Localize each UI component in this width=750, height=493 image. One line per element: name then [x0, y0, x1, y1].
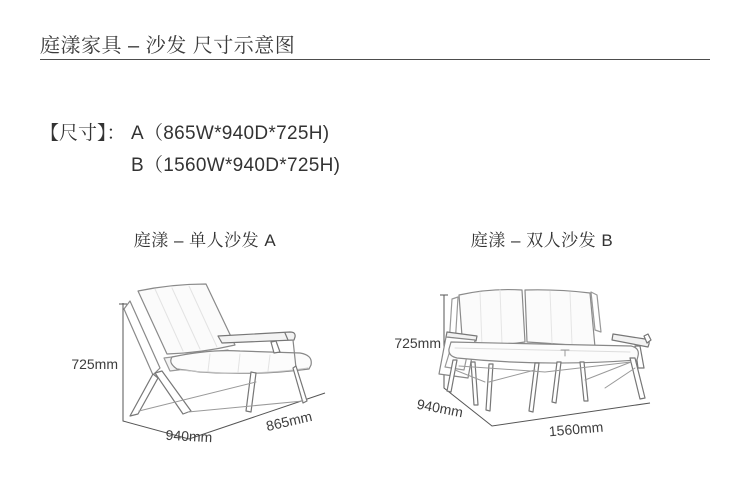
single-sofa-drawing — [124, 284, 311, 416]
figure-b-caption: 庭漾 – 双人沙发 B — [470, 231, 614, 250]
spec-label: 【尺寸】： — [40, 123, 126, 144]
figure-a-depth-label: 940mm — [165, 426, 213, 446]
spec-item-a: A（865W*940D*725H) — [131, 123, 330, 144]
figure-b-height-label: 725mm — [394, 335, 441, 351]
figure-a-height-label: 725mm — [71, 356, 118, 372]
double-sofa-drawing — [439, 290, 651, 412]
title-divider — [40, 59, 710, 60]
spec-item-b: B（1560W*940D*725H) — [131, 155, 341, 176]
page-title: 庭漾家具 – 沙发 尺寸示意图 — [40, 35, 296, 57]
figure-a-caption: 庭漾 – 单人沙发 A — [133, 231, 277, 250]
figure-a-width-label: 865mm — [264, 407, 314, 435]
figure-b-width-label: 1560mm — [548, 418, 604, 440]
figure-b-depth-label: 940mm — [415, 395, 465, 421]
